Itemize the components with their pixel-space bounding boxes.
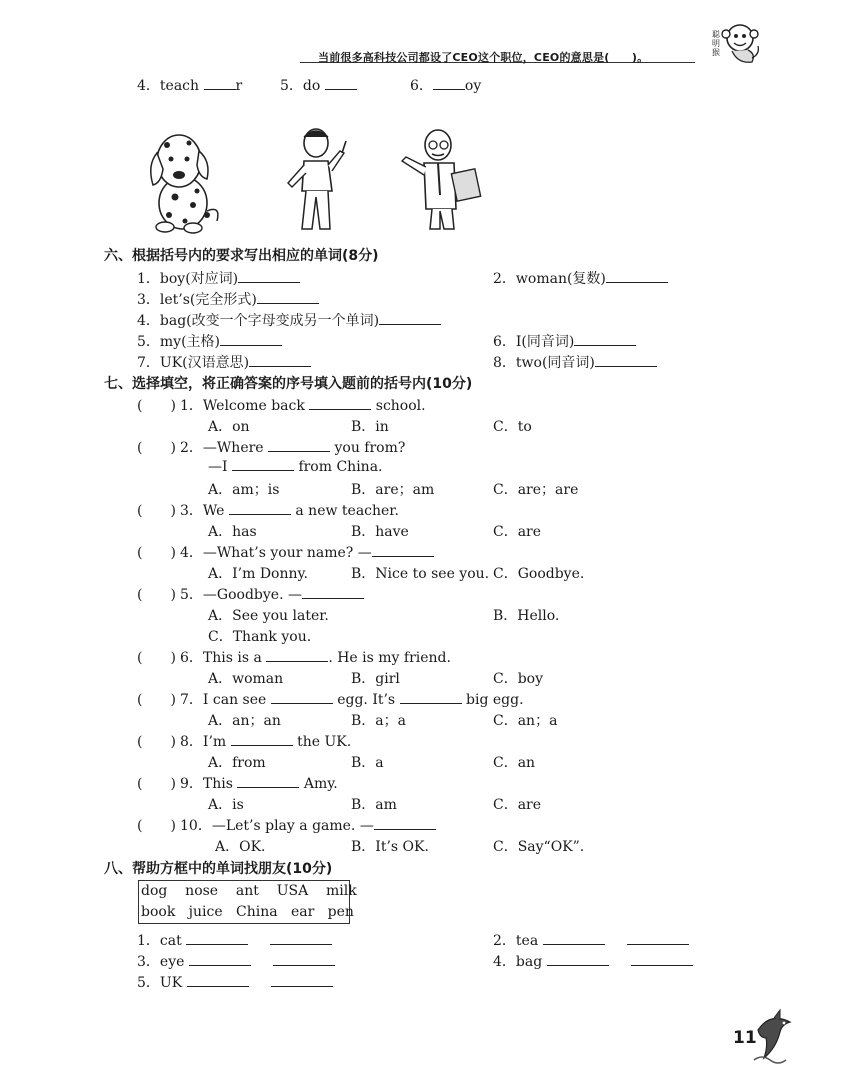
q6-paren: ( ) (137, 650, 176, 666)
s6-item-7: 7．UK(汉语意思) (137, 352, 311, 372)
q5-option-c: C．Thank you. (208, 629, 312, 645)
s6-item-5: 5．my(主格) (137, 331, 282, 351)
q1-option-c: C．to (493, 419, 532, 435)
q2-stem-line1: 2．—Where you from? (180, 440, 406, 456)
q2-stem-line2: —I from China. (208, 459, 383, 475)
q6-stem: 6．This is a . He is my friend. (180, 650, 451, 666)
q6-option-b: B．girl (351, 671, 400, 687)
boy-picture-icon (282, 125, 354, 235)
q2-paren: ( ) (137, 440, 176, 456)
q8-option-b: B．a (351, 755, 384, 771)
q9-stem: 9．This Amy. (180, 776, 338, 792)
q3-option-b: B．have (351, 524, 409, 540)
q10-option-a: A．OK. (215, 839, 266, 855)
s6-item-1: 1．boy(对应词) (137, 268, 300, 288)
q2-option-c: C．are；are (493, 482, 579, 498)
dolphin-icon (750, 1008, 794, 1064)
q5-stem: 5．—Goodbye. — (180, 584, 364, 604)
q9-option-b: B．am (351, 797, 397, 813)
top-item-4: 4．teach r (137, 78, 243, 94)
word-box-row2: book juice China ear pen (141, 904, 354, 920)
teacher-picture-icon (398, 125, 490, 235)
q1-paren: ( ) (137, 398, 176, 414)
q10-option-b: B．It’s OK. (351, 839, 429, 855)
q3-stem: 3．We a new teacher. (180, 503, 399, 519)
q7-option-a: A．an；an (208, 713, 281, 729)
q4-option-c: C．Goodbye. (493, 566, 585, 582)
q1-option-b: B．in (351, 419, 389, 435)
dog-picture-icon (145, 125, 225, 235)
q8-option-a: A．from (208, 755, 266, 771)
q1-option-a: A．on (208, 419, 250, 435)
q7-paren: ( ) (137, 692, 176, 708)
s8-item-2: 2．tea (493, 930, 689, 950)
q10-option-c: C．Say“OK”. (493, 839, 585, 855)
q10-paren: ( ) (137, 818, 176, 834)
q5-paren: ( ) (137, 587, 176, 603)
s6-item-2: 2．woman(复数) (493, 268, 668, 288)
q6-option-c: C．boy (493, 671, 544, 687)
header-note: 当前很多高科技公司都设了CEO这个职位，CEO的意思是( )。 (318, 51, 649, 64)
q2-option-a: A．am；is (208, 482, 280, 498)
section6-title: 六、根据括号内的要求写出相应的单词(8分) (104, 248, 379, 264)
s6-item-6: 6．I(同音词) (493, 331, 636, 351)
q2-option-b: B．are；am (351, 482, 435, 498)
q4-paren: ( ) (137, 545, 176, 561)
page-number: 11 (733, 1028, 757, 1048)
word-box-row1: dog nose ant USA milk (141, 883, 357, 899)
q4-option-b: B．Nice to see you. (351, 566, 490, 582)
q3-option-a: A．has (208, 524, 257, 540)
s6-item-4: 4．bag(改变一个字母变成另一个单词) (137, 310, 441, 330)
s8-item-1: 1．cat (137, 930, 332, 950)
q4-option-a: A．I’m Donny. (208, 566, 309, 582)
q6-option-a: A．woman (208, 671, 284, 687)
q7-option-b: B．a；a (351, 713, 406, 729)
logo-text: 聪明猴 (712, 30, 720, 57)
q8-paren: ( ) (137, 734, 176, 750)
q9-option-c: C．are (493, 797, 542, 813)
top-item-5: 5．do (280, 75, 357, 95)
q9-paren: ( ) (137, 776, 176, 792)
section7-title: 七、选择填空，将正确答案的序号填入题前的括号内(10分) (104, 376, 473, 392)
q4-stem: 4．—What’s your name? — (180, 542, 434, 562)
q8-stem: 8．I’m the UK. (180, 734, 352, 750)
q7-stem: 7．I can see egg. It’s big egg. (180, 692, 524, 708)
q8-option-c: C．an (493, 755, 536, 771)
q3-paren: ( ) (137, 503, 176, 519)
section8-title: 八、帮助方框中的单词找朋友(10分) (104, 861, 333, 877)
s8-item-3: 3．eye (137, 951, 335, 971)
top-item-6: 6． oy (410, 78, 482, 94)
s8-item-4: 4．bag (493, 951, 693, 971)
q5-option-b: B．Hello. (493, 608, 560, 624)
q9-option-a: A．is (208, 797, 244, 813)
q5-option-a: A．See you later. (208, 608, 329, 624)
s6-item-8: 8．two(同音词) (493, 352, 657, 372)
q7-option-c: C．an；a (493, 713, 558, 729)
q3-option-c: C．are (493, 524, 542, 540)
q1-stem: 1．Welcome back school. (180, 398, 426, 414)
s8-item-5: 5．UK (137, 972, 333, 992)
q10-stem: 10．—Let’s play a game. — (180, 815, 436, 835)
s6-item-3: 3．let’s(完全形式) (137, 289, 319, 309)
